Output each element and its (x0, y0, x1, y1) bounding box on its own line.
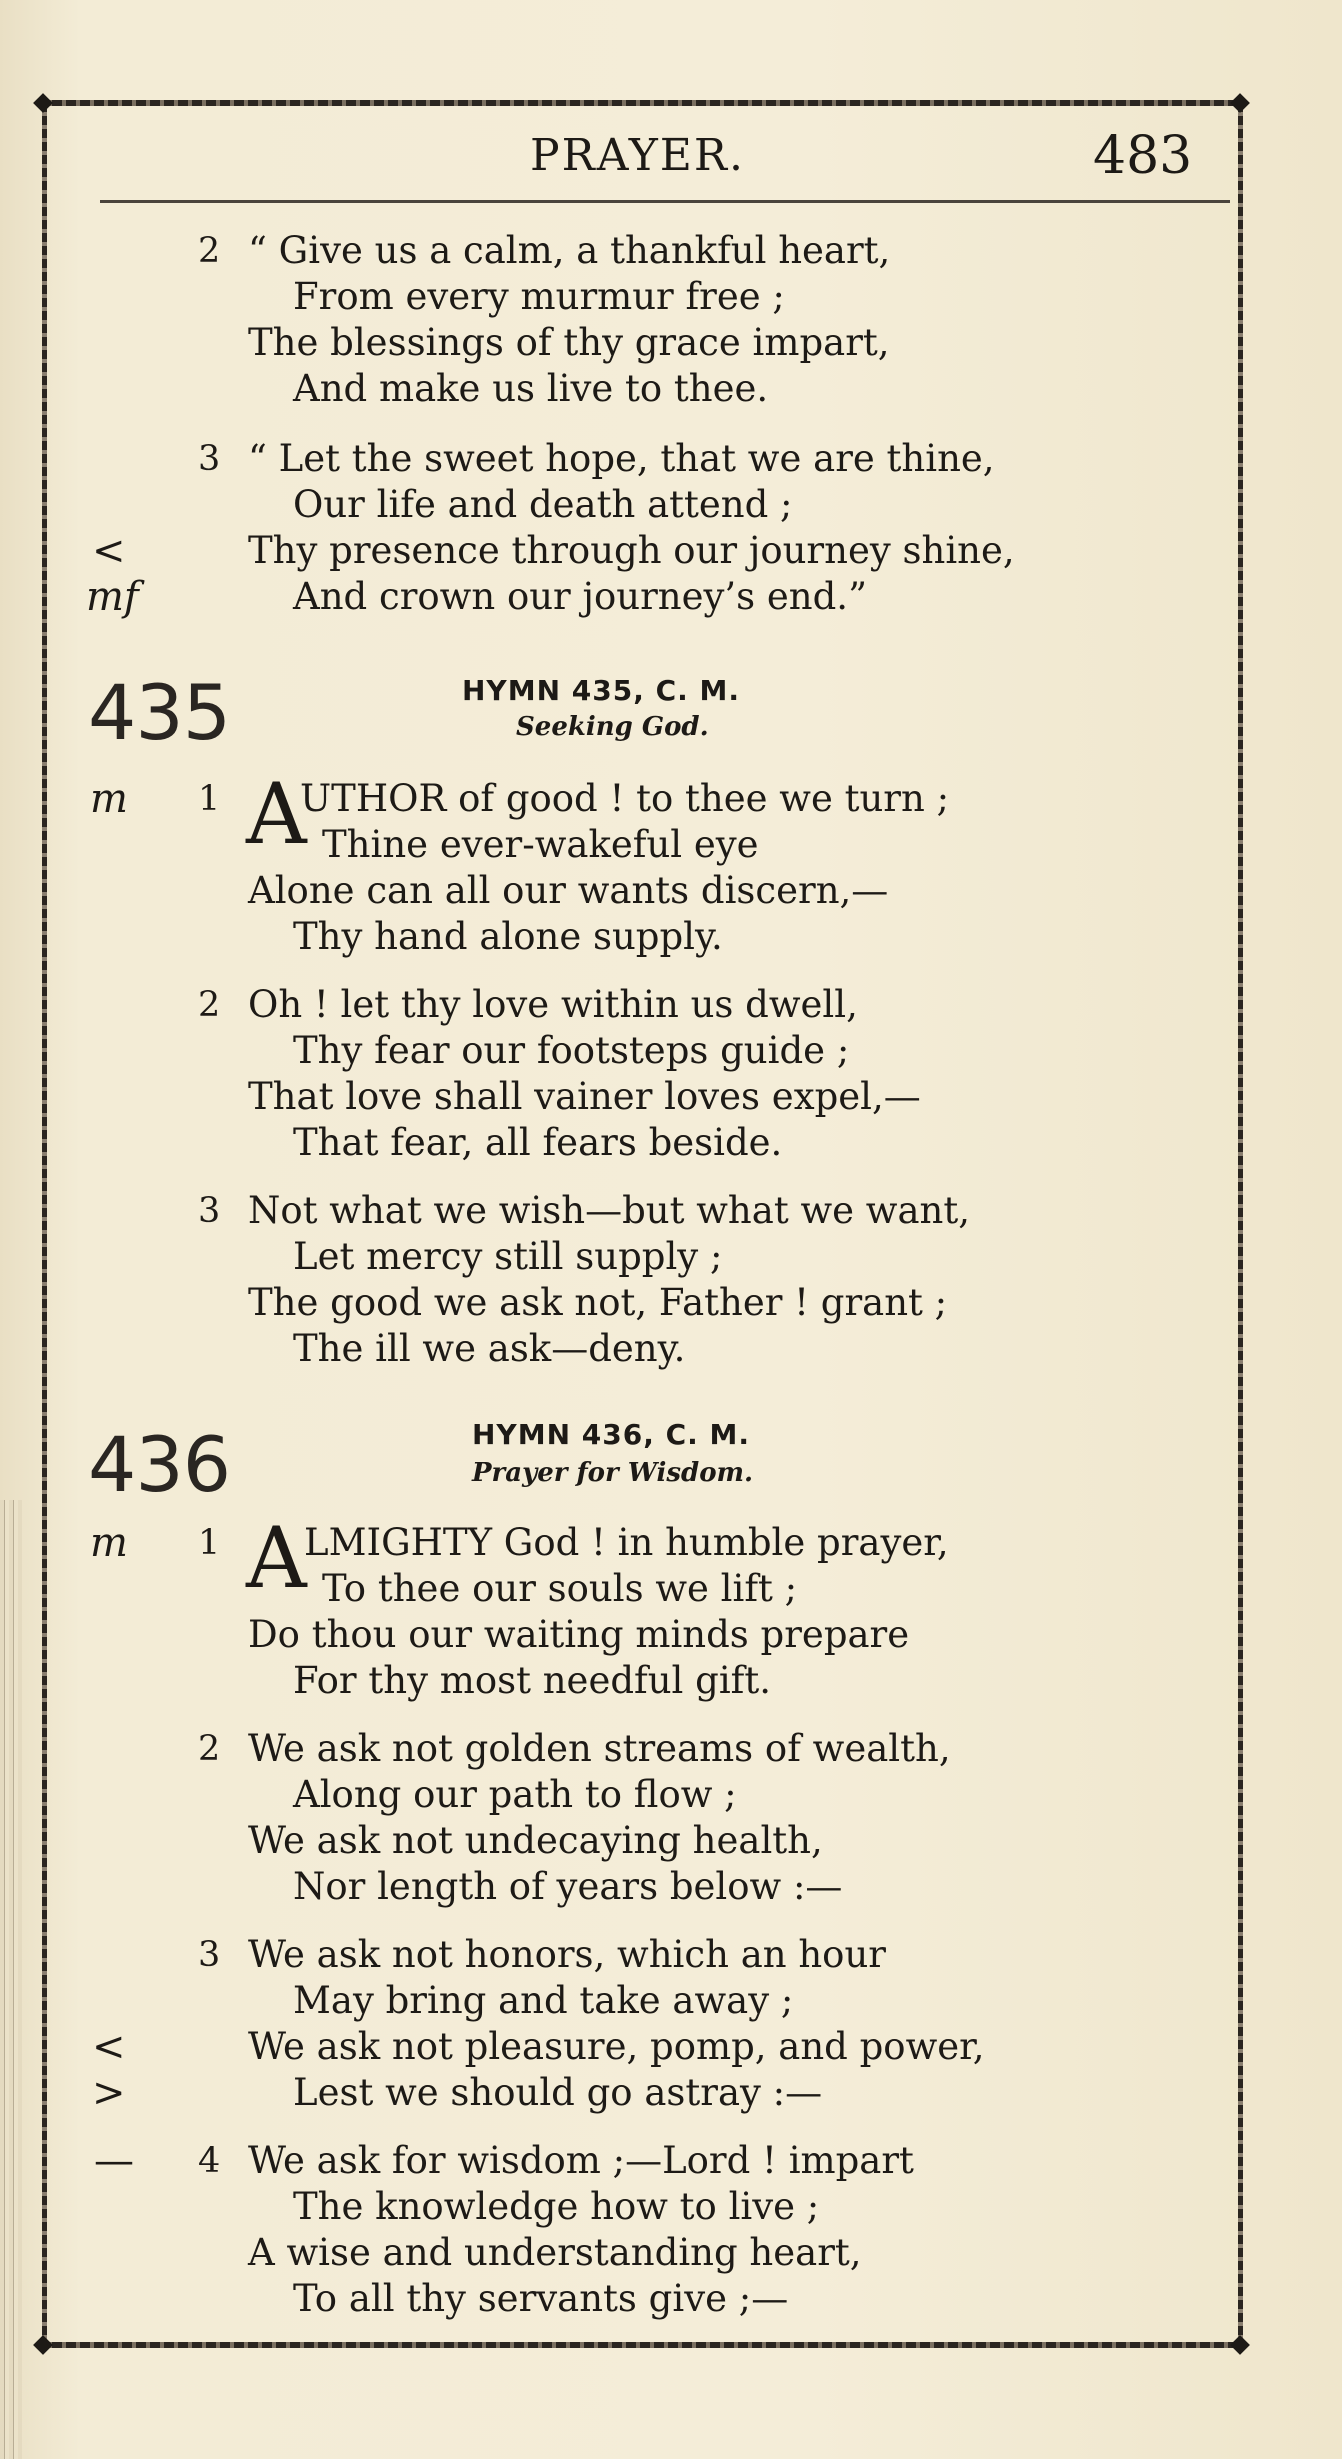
hymn-number: 436 (88, 1420, 231, 1509)
verse-line: From every murmur free ; (293, 275, 785, 318)
verse-number: 1 (198, 779, 221, 819)
dash-mark: — (94, 2138, 134, 2184)
header-rule (100, 200, 1230, 203)
verse-number: 2 (198, 231, 221, 271)
verse-number: 4 (198, 2141, 221, 2181)
verse-line: Our life and death attend ; (293, 483, 793, 526)
verse-line: Lest we should go astray :— (293, 2071, 823, 2114)
hymn-title: HYMN 435, C. M. (462, 674, 741, 707)
book-binding-edge (0, 1500, 22, 2459)
verse-line: The good we ask not, Father ! grant ; (248, 1281, 948, 1324)
verse-line: May bring and take away ; (293, 1979, 794, 2022)
running-head: PRAYER. (530, 130, 746, 181)
frame-corner-ornament (1230, 93, 1250, 113)
frame-top-rule (38, 100, 1238, 106)
verse-line: We ask not undecaying health, (248, 1819, 823, 1862)
verse-line: That love shall vainer loves expel,— (248, 1075, 921, 1118)
verse-line: Thy hand alone supply. (293, 915, 723, 958)
hymn-subtitle: Prayer for Wisdom. (472, 1458, 754, 1488)
verse-line: We ask for wisdom ;—Lord ! impart (248, 2139, 914, 2182)
verse-line: LMIGHTY God ! in humble prayer, (304, 1521, 949, 1564)
crescendo-mark: < (92, 528, 126, 574)
verse-line: A wise and understanding heart, (248, 2231, 862, 2274)
dynamic-mark: m (90, 776, 128, 822)
verse-line: Alone can all our wants discern,— (248, 869, 889, 912)
decrescendo-mark: > (92, 2070, 126, 2116)
hymn-number: 435 (88, 668, 231, 757)
verse-line: Not what we wish—but what we want, (248, 1189, 970, 1232)
frame-left-rule (42, 100, 47, 2348)
verse-line: Oh ! let thy love within us dwell, (248, 983, 858, 1026)
verse-number: 3 (198, 1191, 221, 1231)
verse-line: And crown our journey’s end.” (293, 575, 867, 618)
verse-line: Nor length of years below :— (293, 1865, 843, 1908)
verse-line: That fear, all fears beside. (293, 1121, 783, 1164)
hymn-title: HYMN 436, C. M. (472, 1418, 751, 1451)
verse-line: Along our path to flow ; (293, 1773, 737, 1816)
verse-line: UTHOR of good ! to thee we turn ; (300, 777, 950, 820)
verse-line: The ill we ask—deny. (293, 1327, 686, 1370)
verse-line: Thy fear our footsteps guide ; (293, 1029, 850, 1072)
verse-line: “ Give us a calm, a thankful heart, (248, 229, 891, 272)
verse-line: “ Let the sweet hope, that we are thine, (248, 437, 995, 480)
verse-line: We ask not honors, which an hour (248, 1933, 886, 1976)
frame-bottom-rule (38, 2342, 1238, 2348)
verse-line: We ask not golden streams of wealth, (248, 1727, 951, 1770)
drop-cap: A (246, 1509, 307, 1607)
drop-cap: A (246, 765, 307, 863)
verse-number: 2 (198, 1729, 221, 1769)
verse-line: To thee our souls we lift ; (322, 1567, 798, 1610)
verse-line: Let mercy still supply ; (293, 1235, 723, 1278)
verse-number: 2 (198, 985, 221, 1025)
hymn-subtitle: Seeking God. (516, 712, 709, 742)
verse-line: The knowledge how to live ; (293, 2185, 820, 2228)
verse-line: To all thy servants give ;— (293, 2277, 789, 2320)
verse-number: 1 (198, 1523, 221, 1563)
page-number: 483 (1093, 126, 1193, 186)
crescendo-mark: < (92, 2024, 126, 2070)
dynamic-mark: mf (86, 574, 139, 620)
verse-line: The blessings of thy grace impart, (248, 321, 890, 364)
verse-line: Thy presence through our journey shine, (248, 529, 1015, 572)
verse-line: And make us live to thee. (293, 367, 769, 410)
verse-number: 3 (198, 439, 221, 479)
verse-number: 3 (198, 1935, 221, 1975)
frame-corner-ornament (33, 93, 53, 113)
verse-line: We ask not pleasure, pomp, and power, (248, 2025, 985, 2068)
verse-line: Thine ever-wakeful eye (322, 823, 759, 866)
dynamic-mark: m (90, 1520, 128, 1566)
frame-corner-ornament (33, 2335, 53, 2355)
verse-line: For thy most needful gift. (293, 1659, 771, 1702)
frame-right-rule (1238, 100, 1243, 2348)
frame-corner-ornament (1230, 2335, 1250, 2355)
verse-line: Do thou our waiting minds prepare (248, 1613, 910, 1656)
